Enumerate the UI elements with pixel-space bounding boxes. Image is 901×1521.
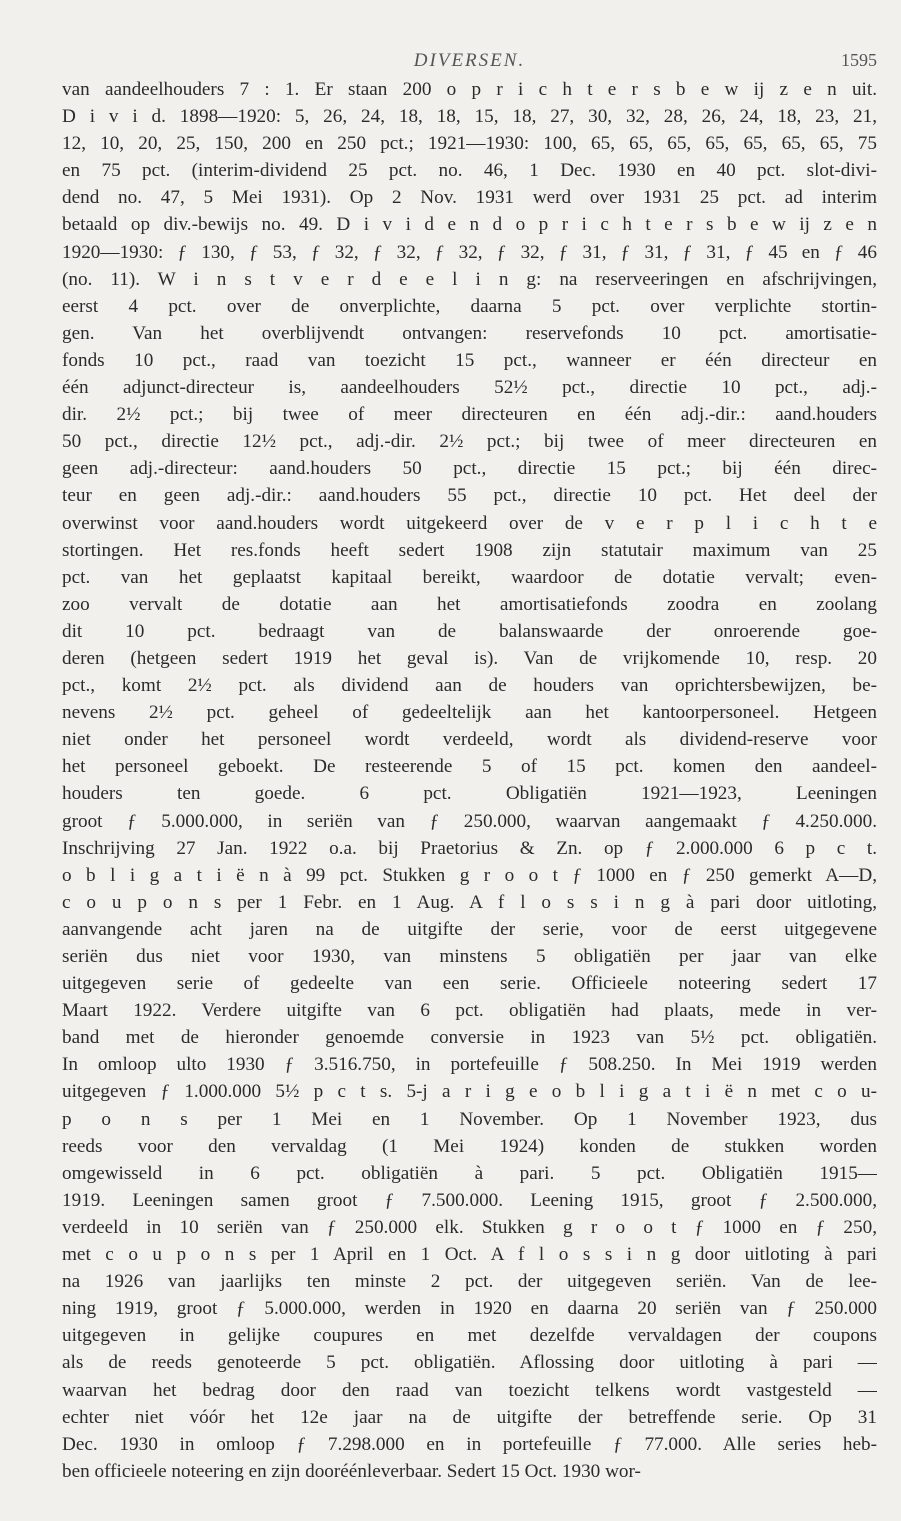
text-line: uitgegeven serie of gedeelte van een serie. Officieele noteering sedert 17 (62, 973, 877, 995)
text-line: dend no. 47, 5 Mei 1931). Op 2 Nov. 1931 werd over 1931 25 pct. ad interim (62, 187, 877, 209)
text-line: 1919. Leeningen samen groot ƒ 7.500.000. Leening 1915, groot ƒ 2.500.000, (62, 1189, 877, 1211)
text-line: overwinst voor aand.houders wordt uitgekeerd over de v e r p l i c h t e (62, 512, 877, 534)
text-line: ben officieele noteering en zijn dooréénleverbaar. Sedert 15 Oct. 1930 wor- (62, 1460, 641, 1482)
text-line: aanvangende acht jaren na de uitgifte der serie, voor de eerst uitgegevene (62, 918, 877, 940)
text-line: verdeeld in 10 seriën van ƒ 250.000 elk. Stukken g r o o t ƒ 1000 en ƒ 250, (62, 1216, 877, 1238)
text-line: houders ten goede. 6 pct. Obligatiën 1921—1923, Leeningen (62, 783, 877, 805)
body-text (62, 76, 877, 1485)
text-line: uitgegeven ƒ 1.000.000 5½ p c t s. 5-j a r i g e o b l i g a t i ë n met c o u- (62, 1081, 877, 1103)
text-line: 50 pct., directie 12½ pct., adj.-dir. 2½ pct.; bij twee of meer directeuren en (62, 431, 877, 453)
page-number: 1595 (841, 50, 877, 70)
text-line: eerst 4 pct. over de onverplichte, daarna 5 pct. over verplichte stortin- (62, 295, 877, 317)
text-line: met c o u p o n s per 1 April en 1 Oct. A f l o s s i n g door uitloting à pari (62, 1244, 877, 1266)
text-line: dit 10 pct. bedraagt van de balanswaarde der onroerende goe- (62, 620, 877, 642)
text-line: o b l i g a t i ë n à 99 pct. Stukken g r o o t ƒ 1000 en ƒ 250 gemerkt A—D, (62, 864, 877, 886)
text-line: van aandeelhouders 7 : 1. Er staan 200 o p r i c h t e r s b e w ij z e n uit. (62, 79, 877, 100)
text-line: c o u p o n s per 1 Febr. en 1 Aug. A f l o s s i n g à pari door uitloting, (62, 891, 877, 913)
text-line: Dec. 1930 in omloop ƒ 7.298.000 en in portefeuille ƒ 77.000. Alle series heb- (62, 1433, 877, 1455)
text-line: In omloop ulto 1930 ƒ 3.516.750, in portefeuille ƒ 508.250. In Mei 1919 werden (62, 1054, 877, 1076)
text-line: seriën dus niet voor 1930, van minstens 5 obligatiën per jaar van elke (62, 946, 877, 967)
text-line: en 75 pct. (interim-dividend 25 pct. no. 46, 1 Dec. 1930 en 40 pct. slot-divi- (62, 160, 877, 182)
running-title: DIVERSEN. (413, 50, 526, 71)
text-line: Inschrijving 27 Jan. 1922 o.a. bij Praetorius & Zn. op ƒ 2.000.000 6 p c t. (62, 837, 877, 859)
text-line: deren (hetgeen sedert 1919 het geval is). Van de vrijkomende 10, resp. 20 (62, 647, 877, 669)
text-line: fonds 10 pct., raad van toezicht 15 pct., wanneer er één directeur en (62, 349, 877, 371)
text-line: teur en geen adj.-dir.: aand.houders 55 pct., directie 10 pct. Het deel der (62, 485, 877, 507)
text-line: na 1926 van jaarlijks ten minste 2 pct. der uitgegeven seriën. Van de lee- (62, 1271, 877, 1293)
text-line: reeds voor den vervaldag (1 Mei 1924) konden de stukken worden (62, 1135, 877, 1157)
text-line: betaald op div.-bewijs no. 49. D i v i d e n d o p r i c h t e r s b e w ij z e n (62, 214, 877, 236)
text-line: uitgegeven in gelijke coupures en met dezelfde vervaldagen der coupons (62, 1325, 877, 1347)
text-line: pct. van het geplaatst kapitaal bereikt, waardoor de dotatie vervalt; even- (62, 566, 877, 588)
text-line: waarvan het bedrag door den raad van toezicht telkens wordt vastgesteld — (62, 1379, 877, 1401)
text-line: (no. 11). W i n s t v e r d e e l i n g: na reserveeringen en afschrijvingen, (62, 268, 877, 290)
text-line: ning 1919, groot ƒ 5.000.000, werden in 1920 en daarna 20 seriën van ƒ 250.000 (62, 1298, 877, 1320)
text-line: dir. 2½ pct.; bij twee of meer directeuren en één adj.-dir.: aand.houders (62, 404, 877, 426)
text-line: gen. Van het overblijvendt ontvangen: reservefonds 10 pct. amortisatie- (62, 322, 877, 344)
text-line: omgewisseld in 6 pct. obligatiën à pari. 5 pct. Obligatiën 1915— (62, 1162, 877, 1184)
text-line: D i v i d. 1898—1920: 5, 26, 24, 18, 18, 15, 18, 27, 30, 32, 28, 26, 24, 18, 23, 21, (62, 106, 877, 128)
text-line: geen adj.-directeur: aand.houders 50 pct., directie 15 pct.; bij één direc- (62, 458, 877, 480)
running-header (62, 50, 877, 76)
text-line: Maart 1922. Verdere uitgifte van 6 pct. obligatiën had plaats, mede in ver- (62, 1000, 877, 1022)
text-line: band met de hieronder genoemde conversie in 1923 van 5½ pct. obligatiën. (62, 1027, 877, 1049)
text-line: niet onder het personeel wordt verdeeld, wordt als dividend-reserve voor (62, 729, 877, 751)
text-line: als de reeds genoteerde 5 pct. obligatiën. Aflossing door uitloting à pari — (62, 1352, 877, 1374)
text-line: één adjunct-directeur is, aandeelhouders 52½ pct., directie 10 pct., adj.- (62, 377, 877, 399)
text-line: zoo vervalt de dotatie aan het amortisatiefonds zoodra en zoolang (62, 593, 877, 615)
text-line: 12, 10, 20, 25, 150, 200 en 250 pct.; 1921—1930: 100, 65, 65, 65, 65, 65, 65, 65, 75 (62, 133, 877, 155)
text-line: pct., komt 2½ pct. als dividend aan de houders van oprichtersbewijzen, be- (62, 675, 877, 697)
text-line: groot ƒ 5.000.000, in seriën van ƒ 250.000, waarvan aangemaakt ƒ 4.250.000. (62, 810, 877, 832)
text-line: nevens 2½ pct. geheel of gedeeltelijk aan het kantoorpersoneel. Hetgeen (62, 702, 877, 724)
text-line: echter niet vóór het 12e jaar na de uitgifte der betreffende serie. Op 31 (62, 1406, 877, 1428)
text-line: 1920—1930: ƒ 130, ƒ 53, ƒ 32, ƒ 32, ƒ 32, ƒ 32, ƒ 31, ƒ 31, ƒ 31, ƒ 45 en ƒ 46 (62, 241, 877, 263)
text-line: p o n s per 1 Mei en 1 November. Op 1 November 1923, dus (62, 1108, 877, 1130)
text-line: het personeel geboekt. De resteerende 5 of 15 pct. komen den aandeel- (62, 756, 877, 778)
text-line: stortingen. Het res.fonds heeft sedert 1908 zijn statutair maximum van 25 (62, 539, 877, 561)
